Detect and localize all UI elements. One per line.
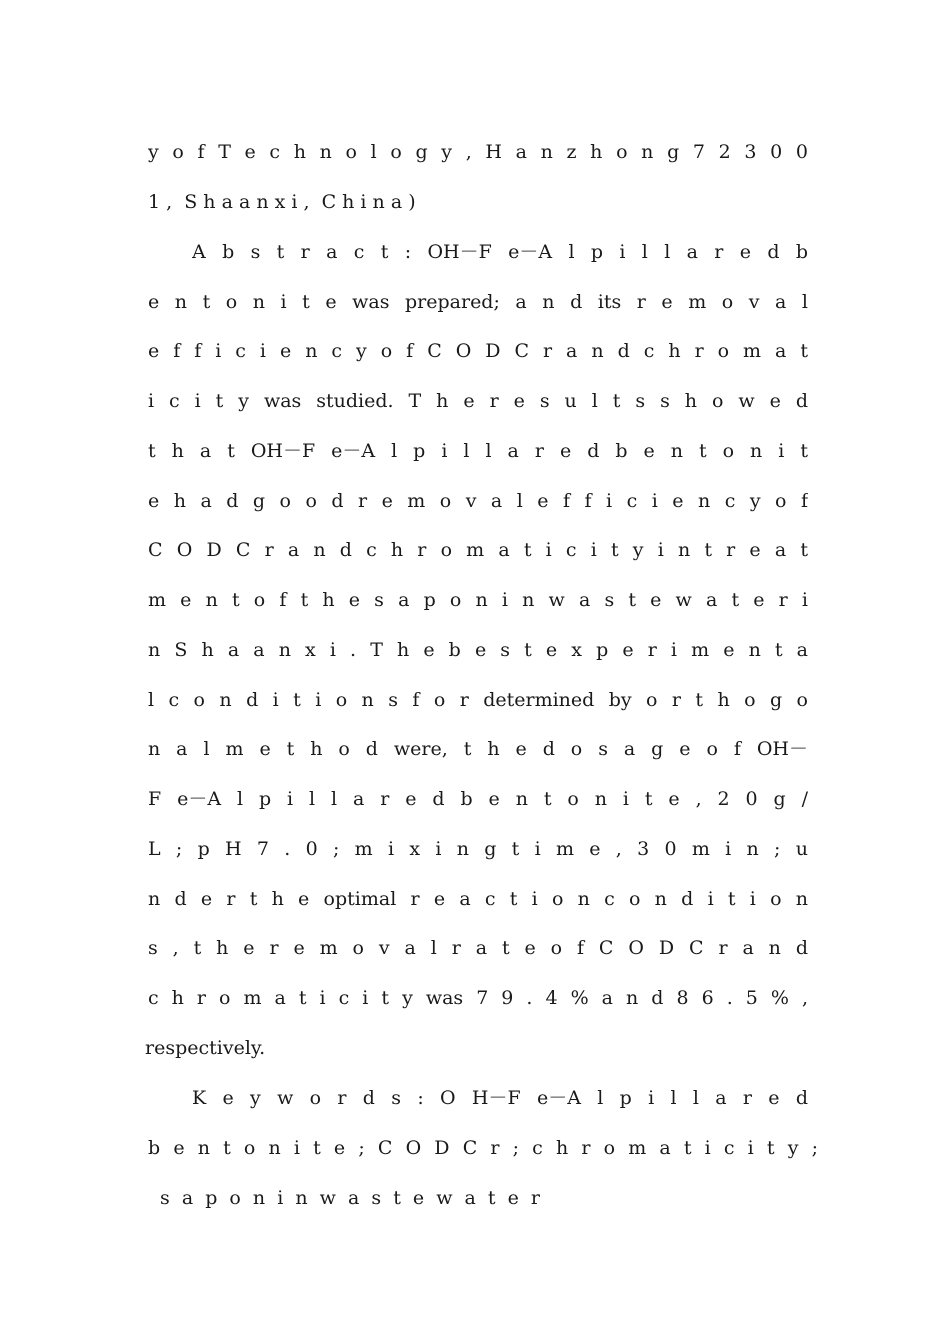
keywords-line-2: b e n t o n i t e ; C O D C r ; c h r o m a t i c i t y ; (148, 1137, 818, 1159)
abstract-line-16: c h r o m a t i c i t y was 7 9 . 4 % a n d 8 6 . 5 % , (148, 987, 808, 1009)
keywords-line-1: K e y w o r d s : O H－F e－A l p i l l a r e d (192, 1087, 808, 1109)
abstract-line-15: s , t h e r e m o v a l r a t e o f C O D C r a n d (148, 937, 808, 959)
abstract-line-13: L ; p H 7 . 0 ; m i x i n g t i m e , 3 0 m i n ; u (148, 838, 808, 860)
abstract-line-5: t h a t OH－F e－A l p i l l a r e d b e n t o n i t (148, 440, 808, 462)
abstract-line-11: n a l m e t h o d were, t h e d o s a g e o f OH－ (148, 738, 808, 760)
abstract-line-9: n S h a a n x i . T h e b e s t e x p e r i m e n t a (148, 639, 808, 661)
abstract-line-17: respectively. (145, 1037, 266, 1059)
keywords-line-3: s a p o n i n w a s t e w a t e r (160, 1187, 540, 1209)
text-line-2: 1 , S h a a n x i , C h i n a ) (148, 191, 416, 213)
abstract-line-8: m e n t o f t h e s a p o n i n w a s t e w a t e r i (148, 589, 808, 611)
abstract-line-14: n d e r t h e optimal r e a c t i o n c o n d i t i o n (148, 888, 808, 910)
abstract-line-10: l c o n d i t i o n s f o r determined by o r t h o g o (148, 689, 808, 711)
abstract-line-12: F e－A l p i l l a r e d b e n t o n i t e , 2 0 g / (148, 788, 808, 810)
abstract-line-7: C O D C r a n d c h r o m a t i c i t y i n t r e a t (148, 539, 808, 561)
abstract-line-1: A b s t r a c t : OH－F e－A l p i l l a r e d b (192, 241, 808, 263)
abstract-line-6: e h a d g o o d r e m o v a l e f f i c i e n c y o f (148, 490, 808, 512)
abstract-line-3: e f f i c i e n c y o f C O D C r a n d c h r o m a t (148, 340, 808, 362)
abstract-line-2: e n t o n i t e was prepared; a n d its r e m o v a l (148, 291, 808, 313)
text-line-1: y o f T e c h n o l o g y , H a n z h o n g 7 2 3 0 0 (148, 141, 808, 163)
abstract-line-4: i c i t y was studied. T h e r e s u l t s s h o w e d (148, 390, 808, 412)
